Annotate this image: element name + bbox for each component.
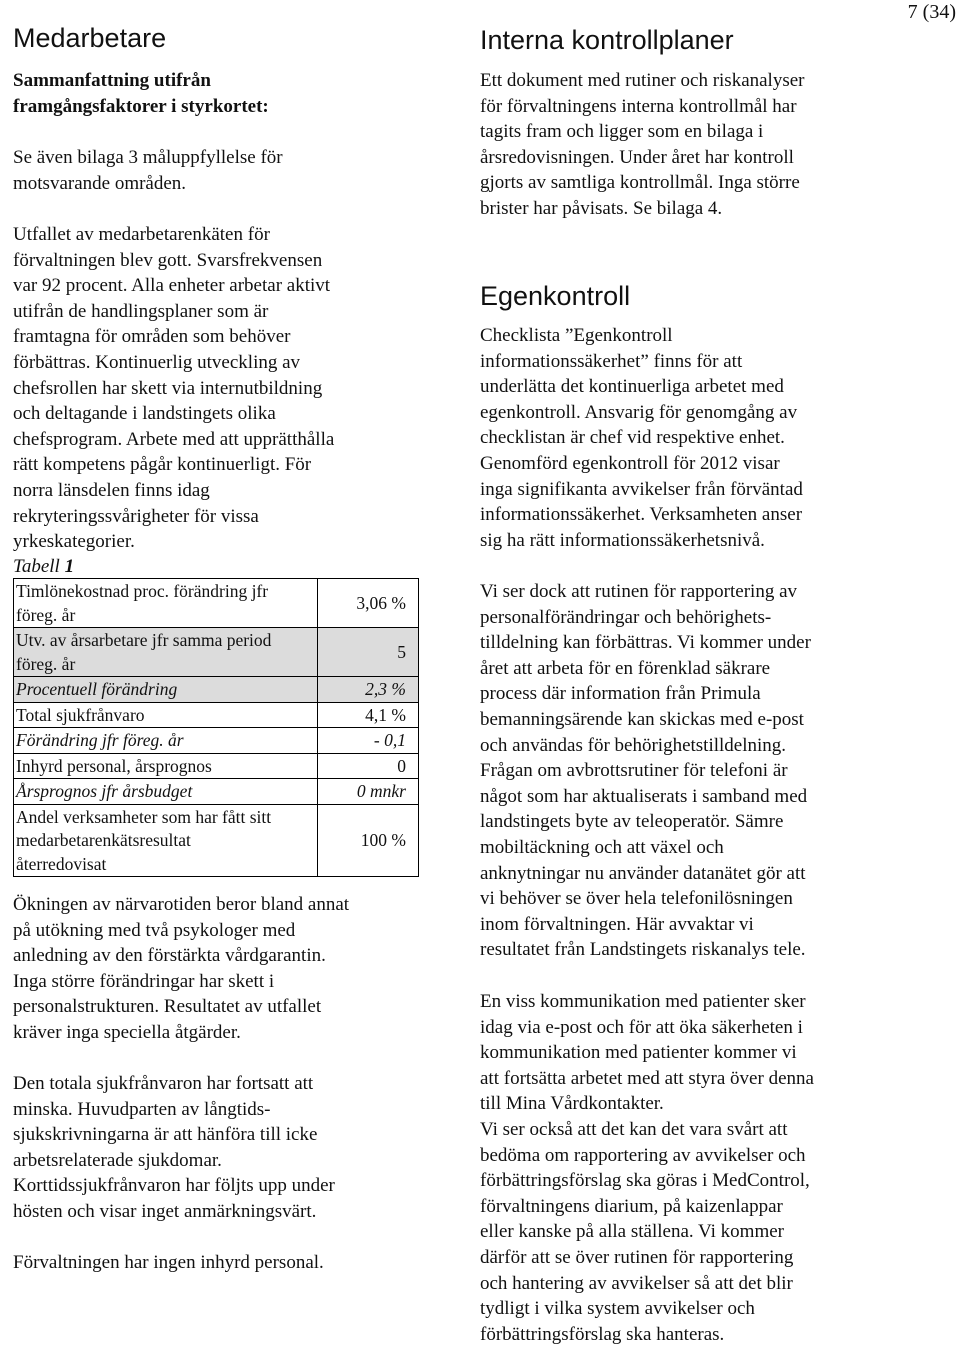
text-line: och användas för behörighetstilldelning. (480, 734, 787, 756)
table-row (14, 677, 419, 703)
kpi-label-line: föreg. år (16, 604, 76, 625)
kpi-value: - 0,1 (318, 728, 419, 754)
text-line: framtagna för områden som behöver (13, 326, 291, 348)
kpi-label-line: återredovisat (16, 853, 107, 874)
kpi-value: 3,06 % (318, 579, 419, 628)
kpi-label-line: föreg. år (16, 653, 76, 674)
kpi-value: 100 % (318, 804, 419, 877)
kpi-label (14, 677, 318, 703)
table-row (14, 753, 419, 779)
kpi-label-line: Total sjukfrånvaro (16, 704, 145, 725)
text-line: hösten och visar inget anmärkningsvärt. (13, 1200, 317, 1222)
paragraph-checklist (480, 323, 803, 553)
text-line: förbättras. Kontinuerlig utveckling av (13, 351, 301, 373)
text-line: utifrån de handlingsplaner som är (13, 300, 269, 322)
kpi-label-line: Utv. av årsarbetare jfr samma period (16, 630, 272, 650)
text-line: kräver inga speciella åtgärder. (13, 1021, 241, 1043)
text-line: bemanningsärende kan skickas med e-post (480, 708, 804, 730)
text-line: egenkontroll. Ansvarig för genomgång av (480, 401, 798, 423)
text-line: minska. Huvudparten av långtids- (13, 1098, 271, 1120)
paragraph-survey-result (13, 222, 334, 555)
paragraph-sick-leave (13, 1071, 335, 1225)
text-line: Inga större förändringar har skett i (13, 970, 275, 992)
text-line: för förvaltningens interna kontrollmål har (480, 95, 797, 117)
text-line: Vi ser också att det kan det vara svårt att (480, 1118, 788, 1140)
paragraph-control-plans (480, 68, 805, 222)
text-line: underlätta det kontinuerliga arbetet med (480, 376, 784, 398)
text-line: idag via e-post och för att öka säkerheten i (480, 1016, 803, 1038)
kpi-label (14, 579, 318, 628)
text-line: checklistan är chef vid respektive enhet. (480, 427, 785, 449)
kpi-label-line: Förändring jfr föreg. år (16, 730, 184, 750)
text-line: informationssäkerhet” finns för att (480, 350, 743, 372)
text-line: En viss kommunikation med patienter sker (480, 991, 806, 1012)
kpi-value: 2,3 % (318, 677, 419, 703)
text-line: chefsrollen har skett via internutbildning (13, 377, 323, 399)
kpi-label (14, 779, 318, 805)
text-line: motsvarande områden. (13, 172, 187, 194)
text-line: förbättringsförslag ska hanteras. (480, 1323, 725, 1345)
text-line: förbättringsförslag ska göras i MedControl, (480, 1170, 810, 1192)
paragraph-communication (480, 989, 814, 1347)
kpi-label-line: Procentuell förändring (16, 679, 178, 699)
kpi-label (14, 804, 318, 877)
text-line: årsredovisningen. Under året har kontroll (480, 146, 794, 168)
text-line: tilldelning kan förbättras. Vi kommer under (480, 632, 811, 654)
paragraph-routines (480, 579, 811, 963)
text-line: vi behöver se över hela telefonilösningen (480, 888, 793, 910)
text-line: resultatet från Landstingets riskanalys tele. (480, 939, 806, 961)
paragraph-attendance (13, 892, 349, 1046)
page-number: 7 (34) (907, 1, 956, 23)
text-line: Ökningen av närvarotiden beror bland annat (13, 894, 350, 915)
kpi-label (14, 728, 318, 754)
text-line: brister har påvisats. Se bilaga 4. (480, 197, 723, 219)
text-line: sig ha rätt informationssäkerhetsnivå. (480, 529, 765, 551)
text-line: därför att se över rutinen för rapportering (480, 1246, 794, 1268)
text-line: personalstrukturen. Resultatet av utfallet (13, 996, 322, 1018)
table-caption: Tabell 1 (13, 556, 75, 577)
text-line: året att arbeta för en förenklad säkrare (480, 657, 771, 679)
summary-subheading: Sammanfattning utifrån framgångsfaktorer i styrkortet: (13, 70, 269, 117)
text-line: Utfallet av medarbetarenkäten för (13, 224, 270, 245)
text-line: eller kanske på alla ställena. Vi kommer (480, 1221, 784, 1243)
text-line: gjorts av samtliga kontrollmål. Inga större (480, 172, 800, 194)
text-line: Frågan om avbrottsrutiner för telefoni är (480, 760, 788, 782)
table-row (14, 804, 419, 877)
text-line: landstingets byte av teleoperatör. Sämre (480, 811, 784, 833)
heading-egenkontroll: Egenkontroll (480, 281, 631, 311)
table-row (14, 702, 419, 728)
text-line: rekryteringssvårigheter för vissa (13, 505, 259, 527)
text-line: Förvaltningen har ingen inhyrd personal. (13, 1252, 324, 1273)
text-line: Korttidssjukfrånvaron har följts upp under (13, 1175, 335, 1197)
text-line: inga signifikanta avvikelser från förväntad (480, 478, 803, 500)
text-line: tydligt i vilka system avvikelser och (480, 1298, 755, 1320)
text-line: anknytningar nu använder datanätet gör att (480, 862, 806, 884)
text-line: bedöma om rapportering av avvikelser och (480, 1144, 806, 1166)
kpi-value: 5 (318, 628, 419, 677)
text-line: till Mina Vårdkontakter. (480, 1093, 664, 1115)
heading-medarbetare: Medarbetare (13, 23, 167, 53)
text-line: på utökning med två psykologer med (13, 919, 296, 941)
text-line: mobiltäckning och att växel och (480, 836, 724, 858)
table-row (14, 628, 419, 677)
kpi-label-line: Andel verksamheter som har fått sitt (16, 806, 272, 827)
table-row (14, 728, 419, 754)
kpi-label-line: Årsprognos jfr årsbudget (16, 781, 193, 801)
kpi-value: 0 (318, 753, 419, 779)
text-line: Ett dokument med rutiner och riskanalyser (480, 70, 805, 91)
text-line: förvaltningen blev gott. Svarsfrekvensen (13, 249, 323, 271)
text-line: sjukskrivningarna är att hänföra till icke (13, 1124, 318, 1146)
paragraph-hired-staff (13, 1250, 324, 1276)
kpi-label (14, 628, 318, 677)
text-line: arbetsrelaterade sjukdomar. (13, 1149, 222, 1171)
heading-interna-kontrollplaner: Interna kontrollplaner (480, 25, 734, 55)
kpi-label (14, 702, 318, 728)
kpi-label-line: Timlönekostnad proc. förändring jfr (16, 581, 269, 601)
text-line: yrkeskategorier. (13, 531, 135, 553)
kpi-label (14, 753, 318, 779)
text-line: och deltagande i landstingets olika (13, 403, 276, 425)
kpi-table (13, 578, 419, 877)
text-line: Vi ser dock att rutinen för rapportering av (480, 581, 797, 602)
text-line: var 92 procent. Alla enheter arbetar aktivt (13, 275, 331, 297)
table-row (14, 579, 419, 628)
kpi-value: 4,1 % (318, 702, 419, 728)
text-line: Checklista ”Egenkontroll (480, 325, 673, 346)
text-line: Den totala sjukfrånvaron har fortsatt att (13, 1073, 314, 1094)
text-line: rätt kompetens pågår kontinuerligt. För (13, 454, 312, 476)
kpi-label-line: Inhyrd personal, årsprognos (16, 755, 212, 776)
text-line: något som har aktualiserats i samband med (480, 785, 808, 807)
text-line: anledning av den förstärkta vårdgarantin. (13, 945, 326, 967)
kpi-label-line: medarbetarenkätsresultat (16, 830, 191, 850)
text-line: tagits fram och ligger som en bilaga i (480, 121, 764, 143)
text-line: process där information från Primula (480, 683, 761, 705)
text-line: inom förvaltningen. Här avvaktar vi (480, 913, 754, 935)
text-line: Se även bilaga 3 måluppfyllelse för (13, 147, 283, 168)
text-line: chefsprogram. Arbete med att upprätthålla (13, 428, 335, 450)
paragraph-see-also (13, 145, 283, 196)
kpi-value: 0 mnkr (318, 779, 419, 805)
text-line: informationssäkerhet. Verksamheten anser (480, 504, 803, 526)
text-line: förvaltningens diarium, på kaizenlappar (480, 1195, 783, 1217)
table-row (14, 779, 419, 805)
text-line: och hantering av avvikelser så att det blir (480, 1272, 793, 1294)
text-line: kommunikation med patienter kommer vi (480, 1042, 797, 1064)
text-line: Genomförd egenkontroll för 2012 visar (480, 452, 780, 474)
text-line: norra länsdelen finns idag (13, 479, 210, 501)
text-line: att fortsätta arbetet med att styra över denna (480, 1067, 814, 1089)
text-line: personalförändringar och behörighets- (480, 606, 772, 628)
